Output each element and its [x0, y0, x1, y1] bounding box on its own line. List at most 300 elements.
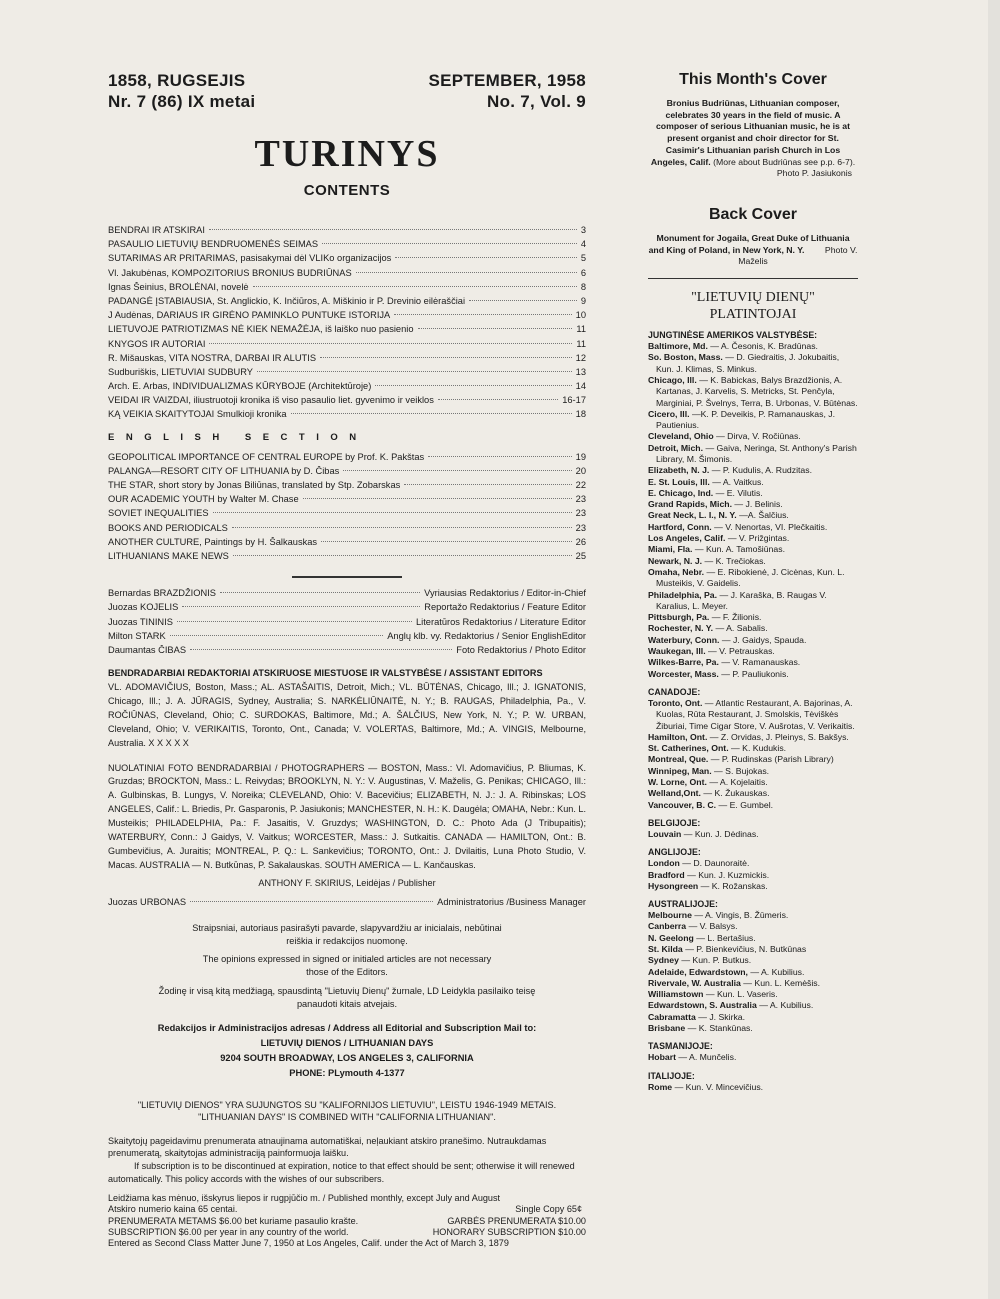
distributor-region-heading: ANGLIJOJE:	[648, 847, 701, 858]
issue-header-line1	[108, 70, 586, 91]
dot-leader	[321, 541, 572, 542]
distributor-entry	[648, 477, 858, 488]
distributor-city: Welland,Ont.	[648, 788, 701, 799]
toc-entry-page: 3	[580, 225, 586, 235]
distributor-names: — K. Kudukis.	[731, 743, 787, 754]
toc-entry-en	[108, 537, 586, 551]
toc-entry-en	[108, 480, 586, 494]
toc-entry-en	[108, 452, 586, 466]
distributor-entry	[648, 921, 858, 932]
toc-entry-title: VEIDAI IR VAIZDAI, iliustruotoji kronika iš viso pasaulio liet. gyvenimo ir veiklos	[108, 395, 434, 406]
toc-entry-page: 10	[575, 310, 586, 321]
divider	[292, 576, 402, 578]
distributor-names: — A. Kojelaitis.	[709, 777, 768, 788]
dot-leader	[190, 901, 433, 902]
subscription-note-lt: Skaitytojų pageidavimu prenumerata atnaujinama automatiškai, neļaukiant atskiro pranešimo. Nutraukdamas prenumeratą, skaitytojas administraciją painformuoja laišku.	[108, 1136, 547, 1159]
toc-entry-en	[108, 551, 586, 565]
contents-column	[108, 70, 586, 1250]
toc-entry	[108, 310, 586, 324]
staff-role: Vyriausias Redaktorius / Editor-in-Chief	[424, 588, 586, 599]
distributor-entry	[648, 635, 858, 646]
distributor-city: Waterbury, Conn.	[648, 634, 720, 645]
toc-entry-en	[108, 494, 586, 508]
toc-entry-page: 12	[575, 352, 586, 363]
note-en: The opinions expressed in signed or initialed articles are not necessary those of the Editors.	[202, 954, 492, 978]
distributor-names: — K. Stankūnas.	[687, 1023, 753, 1034]
distributor-city: Rome	[648, 1081, 673, 1092]
assistant-editors	[108, 667, 586, 750]
issue-date-lt: 1858, RUGSEJIS	[108, 71, 246, 90]
dot-leader	[182, 606, 420, 607]
distributor-names: — F. Žilionis.	[711, 612, 762, 623]
divider	[648, 278, 858, 279]
dot-leader	[356, 272, 577, 273]
single-copy-en: Single Copy 65¢	[515, 1204, 582, 1215]
distributor-entry	[648, 858, 858, 869]
distributor-entry	[648, 499, 858, 510]
address-line3: 9204 SOUTH BROADWAY, LOS ANGELES 3, CALIFORNIA	[220, 1052, 474, 1063]
distributor-names: — K. Babickas, Balys Brazdžionis, A. Kartanas, J. Karvelis, S. Metricks, St. Penčyla, Marginiai, P. Švelnys, Terra, B. Urbonas, V. Būtėnas.	[656, 374, 858, 408]
distributor-entry	[648, 623, 858, 634]
staff-role: Literatūros Redaktorius / Literature Editor	[415, 616, 586, 627]
toc-entry-title: R. Mišauskas, VITA NOSTRA, DARBAI IR ALUTIS	[108, 352, 317, 363]
distributor-city: Canberra	[648, 921, 687, 932]
dot-leader	[170, 635, 384, 636]
subscription-lt-row	[108, 1216, 586, 1227]
distributor-names: — P. Bienkevičius, N. Butkūnas	[685, 943, 807, 954]
distributor-city: Cabramatta	[648, 1011, 696, 1022]
distributor-city: Vancouver, B. C.	[648, 799, 717, 810]
distributor-names: — Atlantic Restaurant, A. Bajorinas, A. Kuolas, Rūta Restaurant, J. Smolskis, Tėviškės Žiburiai, Time Cigar Store, V. Aušrotas, V. Verikaitis.	[656, 697, 855, 731]
distributor-names: —K. P. Deveikis, P. Ramanauskas, J. Pautienius.	[656, 408, 836, 431]
toc-entry	[108, 225, 586, 239]
cover-text: Bronius Budriūnas, Lithuanian composer, celebrates 30 years in the field of music. A composer of serious Lithuanian music, he is at present organist and choir director for St. Casimir's Lithuanian parish Church in Los Angeles, Calif.	[650, 98, 851, 167]
distributor-city: Winnipeg, Man.	[648, 765, 712, 776]
toc-entry-page: 9	[580, 295, 586, 306]
distributor-entry	[648, 698, 858, 732]
toc-entry-title: Arch. E. Arbas, INDIVIDUALIZMAS KŪRYBOJE (Architektūroje)	[108, 381, 372, 392]
distributor-entry	[648, 533, 858, 544]
business-manager-role: Administratorius /Business Manager	[437, 896, 586, 907]
distributor-city: Pittsburgh, Pa.	[648, 612, 710, 623]
distributor-city: W. Lorne, Ont.	[648, 777, 707, 788]
distributor-city: Los Angeles, Calif.	[648, 533, 726, 544]
toc-entry-title: PASAULIO LIETUVIŲ BENDRUOMENĖS SEIMAS	[108, 239, 319, 250]
cover-description	[648, 98, 858, 168]
dot-leader	[291, 413, 572, 414]
distributor-city: Williamstown	[648, 989, 704, 1000]
editorial-staff	[108, 588, 586, 659]
second-class-entry: Entered as Second Class Matter June 7, 1950 at Los Angeles, Calif. under the Act of March 3, 1879	[108, 1238, 509, 1249]
distributor-city: Edwardstown, S. Australia	[648, 1000, 757, 1011]
distributor-names: — A. Sabalis.	[715, 623, 768, 634]
toc-entry-en	[108, 508, 586, 522]
distributor-names: — V. Balsys.	[688, 921, 738, 932]
toc-entry-en-title: THE STAR, short story by Jonas Biliūnas, translated by Stp. Zobarskas	[108, 480, 401, 490]
distributor-city: Rivervale, W. Australia	[648, 977, 741, 988]
toc-entry	[108, 296, 586, 310]
distributor-names: — A. Vaitkus.	[712, 476, 764, 487]
distributor-entry	[648, 590, 858, 613]
toc-entry-title: LIETUVOJE PATRIOTIZMAS NĖ KIEK NEMAŽĖJA, iš laiško nuo pasienio	[108, 324, 414, 335]
distributor-city: So. Boston, Mass.	[648, 352, 723, 363]
distributor-names: — V. Petrauskas.	[708, 646, 775, 657]
distributor-city: Toronto, Ont.	[648, 697, 703, 708]
dot-leader	[190, 649, 452, 650]
toc-entry-title: Sudburiškis, LIETUVIAI SUDBURY	[108, 366, 254, 377]
distributor-city: Hartford, Conn.	[648, 521, 712, 532]
distributor-city: N. Geelong	[648, 932, 694, 943]
distributor-city: St. Kilda	[648, 943, 683, 954]
dot-leader	[375, 385, 571, 386]
distributor-entry	[648, 612, 858, 623]
note-lt: Straipsniai, autoriaus pasirašyti pavarde, slapyvardžiu ar inicialais, nebūtinai reiškia ir redakcijos nuomonę.	[192, 922, 502, 946]
editorial-notes	[108, 922, 586, 1011]
distributors-title	[648, 289, 858, 323]
single-copy-lt: Atskiro numerio kaina 65 centai.	[108, 1204, 238, 1215]
toc-entry-page: 11	[576, 324, 586, 335]
distributor-entry	[648, 933, 858, 944]
distributor-names: — J. Karaška, B. Raugas V. Karalius, L. Meyer.	[656, 589, 827, 611]
toc-entry	[108, 282, 586, 296]
distributor-city: Wilkes-Barre, Pa.	[648, 657, 719, 668]
photographers	[108, 762, 586, 873]
cover-title: This Month's Cover	[679, 71, 827, 88]
distributor-names: — P. Pauliukonis.	[721, 668, 789, 679]
distributor-names: — E. Vilutis.	[715, 487, 763, 498]
distributor-entry	[648, 910, 858, 921]
staff-row	[108, 588, 586, 602]
toc-entry-en-page: 23	[575, 508, 586, 519]
staff-row	[108, 645, 586, 659]
distributor-names: — V. Nenortas, VI. Plečkaitis.	[714, 521, 828, 532]
toc-entry-en-page: 23	[575, 522, 586, 533]
distributor-names: — Kun. L. Vaseris.	[705, 989, 778, 1000]
distributor-names: — J. Skirka.	[698, 1011, 746, 1022]
distributor-names: — A. Kubilius.	[750, 966, 805, 977]
staff-name: Bernardas BRAZDŽIONIS	[108, 588, 216, 599]
toc-entry-en-title: PALANGA—RESORT CITY OF LITHUANIA by D. Čibas	[108, 465, 340, 476]
distributor-entry	[648, 341, 858, 352]
english-section-heading: ENGLISH SECTION	[108, 431, 368, 443]
page-title: TURINYS	[254, 133, 440, 175]
dot-leader	[428, 456, 571, 457]
distributors-list	[648, 329, 858, 1093]
distributor-region-heading: AUSTRALIJOJE:	[648, 899, 718, 910]
cover-more: (More about Budriūnas see p.p. 6-7).	[713, 156, 856, 167]
toc-entry-en-title: ANOTHER CULTURE, Paintings by H. Šalkauskas	[108, 536, 318, 547]
distributor-entry	[648, 743, 858, 754]
dot-leader	[322, 243, 577, 244]
distributor-entry	[648, 777, 858, 788]
toc-entry-page: 13	[575, 366, 586, 377]
distributor-entry	[648, 955, 858, 966]
back-cover-credit: Photo V. Maželis	[738, 244, 858, 267]
distributor-names: — D. Daunoraitė.	[682, 858, 750, 869]
distributor-city: Hobart	[648, 1052, 676, 1063]
toc-entry-en-title: SOVIET INEQUALITIES	[108, 508, 209, 519]
toc-entry-en	[108, 466, 586, 480]
address-block	[108, 1021, 586, 1081]
toc-entry-title: BENDRAI IR ATSKIRAI	[108, 225, 205, 235]
distributor-names: — V. Ramanauskas.	[721, 657, 801, 668]
dot-leader	[209, 229, 577, 230]
distributor-city: Chicago, Ill.	[648, 374, 697, 385]
english-table-of-contents	[108, 452, 586, 566]
distributor-entry	[648, 431, 858, 442]
distributor-entry	[648, 465, 858, 476]
toc-entry-en-page: 22	[575, 480, 586, 490]
distributors-title-line2: PLATINTOJAI	[709, 307, 797, 323]
distributor-names: — J. Belinis.	[734, 499, 783, 510]
photographers-list: — BOSTON, Mass.: Vl. Adomavičius, P. Bliumas, K. Gruzdas; BROCKTON, Mass.: L. Reivydas; BROOKLYN, N. Y.: V. Augustinas, V. Maželis, G. Penikas; CHICAGO, Ill.: A. Gulbinskas, B. Lungys, V. Noreika; CLEVELAND, Ohio: V. Bacevičius; ELIZABETH, N. J.: J. A. Ribinskas; LOS ANGELES, Calif.: L. Briedis, Pr. Gasparonis, P. Jasiukonis; MANCHESTER, N. H.: K. Daugėla; OMAHA, Nebr.: Kun. L. Musteikis; PHILADELPHIA, Pa.: F. Jasaitis, V. Gruzdys; WASHINGTON, D. C.: Photo Ada (J Tribupaitis); WATERBURY, Conn.: J Gaidys, V. Vaitkus; WORCESTER, Mass.: J. Sutkaitis. CANADA — HAMILTON, Ont.: B. Gumbevičius, A. Juraitis; MONTREAL, P. Q.: L. Sankevičius; TORONTO, Ont.: J. Dvilaitis, Luna Photo Studio, V. Macas. AUSTRALIA — N. Butkūnas, P. Sakalauskas. SOUTH AMERICA — L. Kančauskas.	[108, 762, 586, 870]
dot-leader	[438, 399, 558, 400]
distributor-city: E. Chicago, Ind.	[648, 487, 714, 498]
distributor-names: —A. Šalčius.	[739, 510, 789, 521]
toc-entry	[108, 353, 586, 367]
toc-entry-title: KNYGOS IR AUTORIAI	[108, 338, 206, 349]
toc-entry-title: PADANGĖ ĮSTABIAUSIA, St. Anglickio, K. Inčiūros, A. Miškinio ir P. Drevinio eilėraščiai	[108, 295, 466, 306]
toc-entry-page: 11	[576, 338, 586, 349]
sidebar-column	[648, 70, 858, 1093]
distributor-names: — Dirva, V. Ročiūnas.	[716, 431, 801, 442]
toc-entry-title: Ignas Šeinius, BROLĖNAI, novelė	[108, 281, 249, 292]
distributor-city: Newark, N. J.	[648, 555, 703, 566]
dot-leader	[220, 592, 420, 593]
distributor-entry	[648, 754, 858, 765]
staff-role: Foto Redaktorius / Photo Editor	[456, 644, 586, 655]
toc-entry-title: Vl. Jakubėnas, KOMPOZITORIUS BRONIUS BUDRIŪNAS	[108, 267, 352, 278]
distributor-names: — L. Bertašius.	[696, 932, 756, 943]
photographers-heading: NUOLATINIAI FOTO BENDRADARBIAI / PHOTOGRAPHERS	[108, 762, 365, 773]
distributor-names: — K. Trečiokas.	[704, 555, 766, 566]
distributor-entry	[648, 989, 858, 1000]
toc-entry-page: 8	[580, 281, 586, 292]
distributor-entry	[648, 766, 858, 777]
toc-entry	[108, 367, 586, 381]
publication-info	[108, 1193, 586, 1250]
issue-header-line2	[108, 91, 586, 112]
dot-leader	[213, 512, 572, 513]
toc-entry	[108, 409, 586, 423]
toc-entry	[108, 239, 586, 253]
distributor-names: — A. Vingis, B. Žūmeris.	[694, 910, 789, 921]
distributor-city: Waukegan, Ill.	[648, 646, 706, 657]
distributor-entry	[648, 488, 858, 499]
publisher-line: ANTHONY F. SKIRIUS, Leidėjas / Publisher	[258, 877, 436, 888]
subscription-price-en: SUBSCRIPTION $6.00 per year in any country of the world.	[108, 1227, 349, 1238]
distributor-entry	[648, 443, 858, 466]
staff-role: Reportažo Redaktorius / Feature Editor	[424, 602, 586, 613]
distributor-entry	[648, 881, 858, 892]
distributor-city: Rochester, N. Y.	[648, 623, 714, 634]
toc-entry-en-title: BOOKS AND PERIODICALS	[108, 522, 228, 533]
toc-entry-en	[108, 523, 586, 537]
staff-row	[108, 617, 586, 631]
toc-entry-en-page: 23	[575, 494, 586, 505]
distributor-entry	[648, 829, 858, 840]
distributor-city: Brisbane	[648, 1023, 686, 1034]
distributor-names: — K. Rožanskas.	[700, 880, 768, 891]
distributor-entry	[648, 1082, 858, 1093]
distributor-city: Baltimore, Md.	[648, 341, 708, 352]
address-phone: PHONE: PLymouth 4-1377	[289, 1067, 405, 1078]
toc-entry-en-title: LITHUANIANS MAKE NEWS	[108, 550, 229, 561]
dot-leader	[394, 314, 571, 315]
toc-entry-en-title: OUR ACADEMIC YOUTH by Walter M. Chase	[108, 494, 299, 505]
dot-leader	[303, 498, 572, 499]
distributor-names: — V. Prižgintas.	[727, 533, 790, 544]
staff-name: Juozas KOJELIS	[108, 602, 179, 613]
distributor-names: — P. Rudinskas (Parish Library)	[710, 754, 834, 765]
distributor-city: Melbourne	[648, 910, 692, 921]
distributor-entry	[648, 732, 858, 743]
publication-frequency: Leidžiama kas mėnuo, išskyrus liepos ir rugpjūčio m. / Published monthly, except July and August	[108, 1192, 501, 1203]
dot-leader	[253, 286, 577, 287]
page-subtitle: CONTENTS	[303, 182, 391, 199]
toc-entry-page: 6	[580, 267, 586, 278]
dot-leader	[404, 484, 571, 485]
distributor-city: Hysongreen	[648, 880, 699, 891]
distributor-city: Cleveland, Ohio	[648, 431, 714, 442]
toc-entry-page: 5	[580, 253, 586, 264]
distributor-entry	[648, 870, 858, 881]
toc-entry-title: SUTARIMAS AR PRITARIMAS, pasisakymai dėl VLIKo organizacijos	[108, 253, 392, 264]
distributor-entry	[648, 657, 858, 668]
staff-name: Juozas TININIS	[108, 616, 173, 627]
distributor-entry	[648, 788, 858, 799]
distributor-names: — E. Ribokienė, J. Cicėnas, Kun. L. Musteikis, V. Gaidelis.	[656, 566, 845, 589]
distributor-city: Louvain	[648, 828, 682, 839]
issue-date-en: SEPTEMBER, 1958	[428, 71, 586, 90]
distributor-entry	[648, 978, 858, 989]
toc-entry-page: 16-17	[562, 395, 586, 406]
distributor-names: — Kun. J. Kuzmickis.	[687, 869, 770, 880]
business-manager-row	[108, 897, 586, 911]
distributor-names: — Kun. L. Kemėšis.	[743, 977, 821, 988]
toc-entry-page: 4	[580, 239, 586, 250]
toc-entry	[108, 268, 586, 282]
back-cover-text: Monument for Jogaila, Great Duke of Lithuania and King of Poland, in New York, N. Y.	[648, 232, 850, 255]
staff-role: Anglų klb. vy. Redaktorius / Senior EnglishEditor	[387, 630, 586, 641]
distributor-region-heading: CANADOJE:	[648, 686, 701, 697]
distributor-entry	[648, 646, 858, 657]
distributor-names: — S. Bujokas.	[714, 765, 770, 776]
dot-leader	[418, 328, 573, 329]
distributor-names: — A. Kubilius.	[759, 1000, 814, 1011]
distributor-city: Bradford	[648, 869, 685, 880]
toc-entry-en-page: 26	[575, 536, 586, 547]
subscription-en-row	[108, 1227, 586, 1238]
distributor-names: — Z. Orvidas, J. Pleinys, S. Bakšys.	[709, 731, 849, 742]
toc-entry-title: KĄ VEIKIA SKAITYTOJAI Smulkioji kronika	[108, 409, 287, 420]
toc-entry	[108, 381, 586, 395]
dot-leader	[209, 343, 572, 344]
distributor-region-heading: JUNGTINĖSE AMERIKOS VALSTYBĖSE:	[648, 330, 818, 341]
dot-leader	[343, 470, 571, 471]
distributor-names: — Kun. J. Dėdinas.	[683, 828, 759, 839]
distributor-names: — A. Česonis, K. Bradūnas.	[710, 341, 818, 352]
merge-note: "LIETUVIŲ DIENOS" YRA SUJUNGTOS SU "KALIFORNIJOS LIETUVIU", LEISTU 1946-1949 METAIS. "LITHUANIAN DAYS" IS COMBINED WITH "CALIFORNIA LITHUANIAN".	[137, 1099, 557, 1122]
distributor-entry	[648, 556, 858, 567]
distributor-city: Miami, Fla.	[648, 544, 693, 555]
distributor-names: — Kun. V. Mincevičius.	[674, 1081, 764, 1092]
dot-leader	[257, 371, 572, 372]
distributor-names: — A. Munčelis.	[678, 1052, 737, 1063]
toc-entry	[108, 324, 586, 338]
address-line1: Redakcijos ir Administracijos adresas / Address all Editorial and Subscription Mail to:	[157, 1022, 537, 1033]
distributor-city: London	[648, 858, 680, 869]
distributor-city: Adelaide, Edwardstown,	[648, 966, 748, 977]
distributor-entry	[648, 352, 858, 375]
honorary-price-en: HONORARY SUBSCRIPTION $10.00	[432, 1227, 586, 1238]
toc-entry	[108, 395, 586, 409]
distributor-city: Omaha, Nebr.	[648, 566, 705, 577]
staff-name: Milton STARK	[108, 630, 166, 641]
back-cover-title: Back Cover	[708, 205, 798, 223]
business-manager-name: Juozas URBONAS	[108, 896, 187, 907]
single-copy-row	[108, 1204, 586, 1215]
distributor-entry	[648, 967, 858, 978]
dot-leader	[395, 257, 577, 258]
distributor-entry	[648, 1052, 858, 1063]
distributor-entry	[648, 800, 858, 811]
back-cover-description	[648, 233, 858, 268]
subscription-price-lt: PRENUMERATA METAMS $6.00 bet kuriame pasaulio krašte.	[108, 1215, 359, 1226]
distributor-names: — Kun. A. Tamošiūnas.	[694, 544, 785, 555]
staff-name: Daumantas ČIBAS	[108, 644, 187, 655]
distributor-names: — Kun. P. Butkus.	[681, 955, 752, 966]
assistant-editors-heading: BENDRADARBIAI REDAKTORIAI ATSKIRUOSE MIESTUOSE IR VALSTYBĖSE / ASSISTANT EDITORS	[108, 668, 543, 679]
distributor-names: — Gaiva, Neringa, St. Anthony's Parish Library, M. Šimonis.	[656, 442, 857, 464]
assistant-editors-list: VL. ADOMAVIČIUS, Boston, Mass.; AL. ASTAŠAITIS, Detroit, Mich.; VL. BŪTĖNAS, Chicago, Ill.; J. IGNATONIS, Chicago, Ill.; J. A. JŪRAGIS, Sydney, Australia; S. NARKĖLIŪNAITĖ, N. Y.; B. RAUGAS, Philadelphia, Pa., V. ROČIŪNAS, Cleveland, Ohio; C. SURDOKAS, Baltimore, Md.; A. ŠALČIUS, New York, N. Y.; P. W. URBAN, Cleveland, Ohio; V. VERIKAITIS, Toronto, Ont., Canada; V. VOLERTAS, Baltimore, Md.; A. VINGIS, Melbourne, Australia. X X X X X	[108, 681, 586, 748]
subscription-note-en: If subscription is to be discontinued at expiration, notice to that effect should be sent; otherwise it will renewed automatically. This policy accords with the wishes of our subscribers.	[108, 1161, 575, 1184]
note-rights: Žodinę ir visą kitą medžiagą, spausdintą "Lietuvių Dienų" žurnale, LD Leidykla pasilaiko teisę panaudoti kitais atvejais.	[158, 986, 536, 1009]
distributor-entry	[648, 944, 858, 955]
dot-leader	[233, 555, 572, 556]
distributor-city: Sydney	[648, 955, 679, 966]
distributor-city: Philadelphia, Pa.	[648, 589, 718, 600]
distributor-names: — P. Kudulis, A. Rudzitas.	[711, 465, 813, 476]
toc-entry-page: 14	[575, 381, 586, 392]
distributor-entry	[648, 669, 858, 680]
distributor-entry	[648, 510, 858, 521]
toc-entry-en-title: GEOPOLITICAL IMPORTANCE OF CENTRAL EUROPE by Prof. K. Pakštas	[108, 451, 425, 462]
distributor-names: — J. Gaidys, Spauda.	[721, 634, 807, 645]
toc-entry-title: J Audėnas, DARIAUS IR GIRĖNO PAMINKLO PUNTUKE ISTORIJA	[108, 310, 391, 321]
distributor-city: Cicero, Ill.	[648, 408, 690, 419]
distributor-city: Great Neck, L. I., N. Y.	[648, 510, 737, 521]
distributor-names: — K. Žukauskas.	[703, 788, 770, 799]
issue-number-en: No. 7, Vol. 9	[487, 92, 586, 111]
dot-leader	[232, 527, 572, 528]
distributor-city: Detroit, Mich.	[648, 442, 704, 453]
distributor-entry	[648, 1012, 858, 1023]
toc-entry-page: 18	[575, 409, 586, 420]
distributor-entry	[648, 1023, 858, 1034]
distributors-title-line1: "LIETUVIŲ DIENŲ"	[691, 290, 815, 306]
distributor-region-heading: ITALIJOJE:	[648, 1070, 695, 1081]
dot-leader	[469, 300, 577, 301]
distributor-city: Hamilton, Ont.	[648, 731, 708, 742]
issue-number-lt: Nr. 7 (86) IX metai	[108, 92, 256, 111]
distributor-city: St. Catherines, Ont.	[648, 743, 729, 754]
distributor-names: — E. Gumbel.	[718, 799, 774, 810]
distributor-entry	[648, 544, 858, 555]
distributor-city: Grand Rapids, Mich.	[648, 499, 732, 510]
distributor-entry	[648, 375, 858, 409]
distributor-region-heading: TASMANIJOJE:	[648, 1041, 713, 1052]
